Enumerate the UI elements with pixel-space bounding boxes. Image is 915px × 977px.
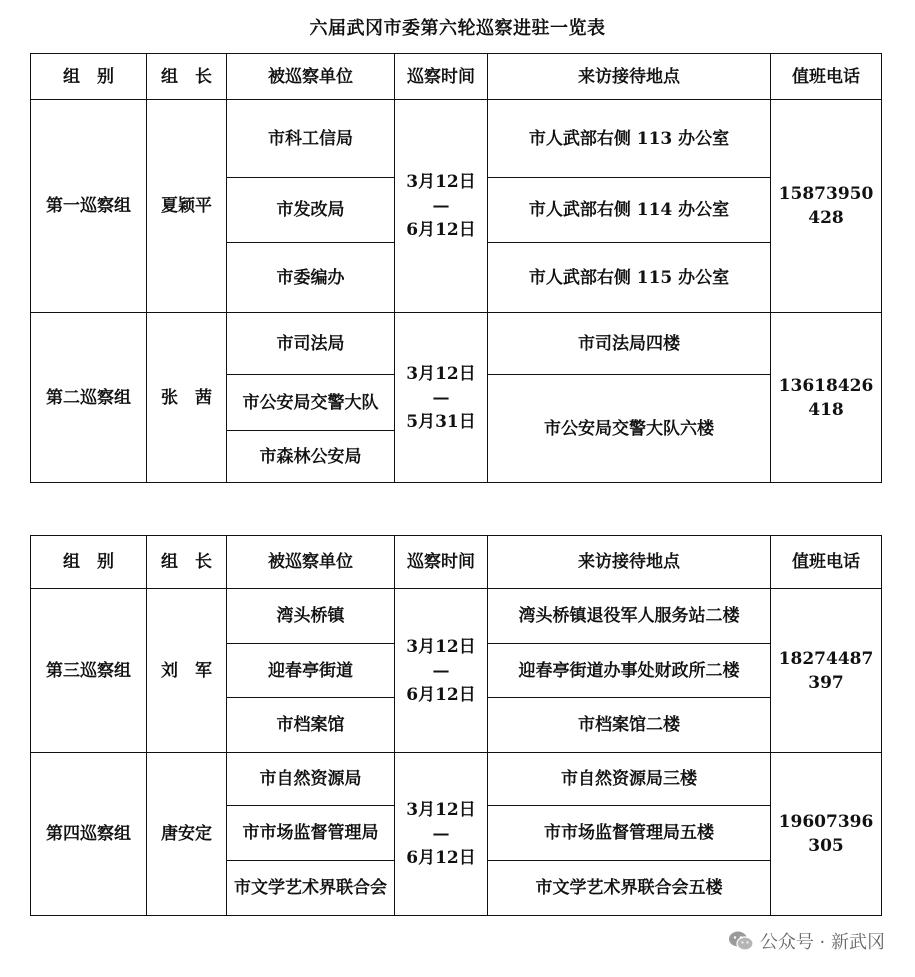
group-name: 第二巡察组 (31, 313, 147, 483)
inspected-unit: 市科工信局 (227, 100, 395, 178)
duty-phone: 18274487397 (771, 589, 882, 753)
reception-place: 市人武部右侧 115 办公室 (488, 243, 771, 313)
reception-place: 湾头桥镇退役军人服务站二楼 (488, 589, 771, 644)
header-group: 组 别 (31, 536, 147, 589)
inspected-unit: 市自然资源局 (227, 753, 395, 806)
header-unit: 被巡察单位 (227, 536, 395, 589)
header-unit: 被巡察单位 (227, 54, 395, 100)
date-separator: — (432, 660, 450, 681)
header-leader: 组 长 (147, 536, 227, 589)
header-phone: 值班电话 (771, 536, 882, 589)
table-row (31, 100, 882, 178)
date-end: 6月12日 (406, 684, 476, 705)
date-end: 6月12日 (406, 220, 476, 240)
table-row (31, 753, 882, 806)
inspection-table-1 (30, 53, 882, 483)
reception-place: 市文学艺术界联合会五楼 (488, 861, 771, 916)
document-title: 六届武冈市委第六轮巡察进驻一览表 (309, 18, 606, 39)
watermark (728, 928, 885, 954)
duty-phone: 13618426418 (771, 313, 882, 483)
inspection-period (395, 100, 488, 313)
header-leader: 组 长 (147, 54, 227, 100)
inspection-period (395, 753, 488, 916)
inspection-period (395, 313, 488, 483)
header-phone: 值班电话 (771, 54, 882, 100)
header-time: 巡察时间 (395, 536, 488, 589)
date-start: 3月12日 (406, 800, 476, 820)
date-separator: — (432, 387, 450, 408)
inspected-unit: 市文学艺术界联合会 (227, 861, 395, 916)
date-separator: — (432, 196, 450, 216)
inspected-unit: 市档案馆 (227, 698, 395, 753)
inspected-unit: 市委编办 (227, 243, 395, 313)
reception-place: 市公安局交警大队六楼 (488, 375, 771, 483)
date-separator: — (432, 824, 450, 844)
header-place: 来访接待地点 (488, 54, 771, 100)
date-end: 5月31日 (406, 411, 476, 432)
inspected-unit: 市森林公安局 (227, 431, 395, 483)
inspection-period (395, 589, 488, 753)
group-name: 第四巡察组 (31, 753, 147, 916)
duty-phone: 15873950428 (771, 100, 882, 313)
date-start: 3月12日 (406, 636, 476, 657)
table-header-row (31, 54, 882, 100)
reception-place: 市人武部右侧 114 办公室 (488, 178, 771, 243)
inspected-unit: 市发改局 (227, 178, 395, 243)
reception-place: 市自然资源局三楼 (488, 753, 771, 806)
table-header-row (31, 536, 882, 589)
inspected-unit: 迎春亭街道 (227, 644, 395, 698)
group-leader: 唐安定 (147, 753, 227, 916)
reception-place: 市司法局四楼 (488, 313, 771, 375)
inspected-unit: 湾头桥镇 (227, 589, 395, 644)
wechat-icon (728, 930, 754, 952)
header-time: 巡察时间 (395, 54, 488, 100)
reception-place: 市人武部右侧 113 办公室 (488, 100, 771, 178)
duty-phone: 19607396305 (771, 753, 882, 916)
group-name: 第一巡察组 (31, 100, 147, 313)
inspected-unit: 市市场监督管理局 (227, 806, 395, 861)
table-row (31, 589, 882, 644)
inspected-unit: 市公安局交警大队 (227, 375, 395, 431)
reception-place: 市市场监督管理局五楼 (488, 806, 771, 861)
group-leader: 张 茜 (147, 313, 227, 483)
header-place: 来访接待地点 (488, 536, 771, 589)
watermark-text: 公众号 · 新武冈 (759, 932, 885, 953)
date-start: 3月12日 (406, 363, 476, 384)
group-leader: 刘 军 (147, 589, 227, 753)
reception-place: 市档案馆二楼 (488, 698, 771, 753)
group-leader: 夏颖平 (147, 100, 227, 313)
inspection-table-2 (30, 535, 882, 916)
group-name: 第三巡察组 (31, 589, 147, 753)
inspected-unit: 市司法局 (227, 313, 395, 375)
reception-place: 迎春亭街道办事处财政所二楼 (488, 644, 771, 698)
date-start: 3月12日 (406, 172, 476, 192)
header-group: 组 别 (31, 54, 147, 100)
table-row (31, 313, 882, 375)
date-end: 6月12日 (406, 848, 476, 868)
